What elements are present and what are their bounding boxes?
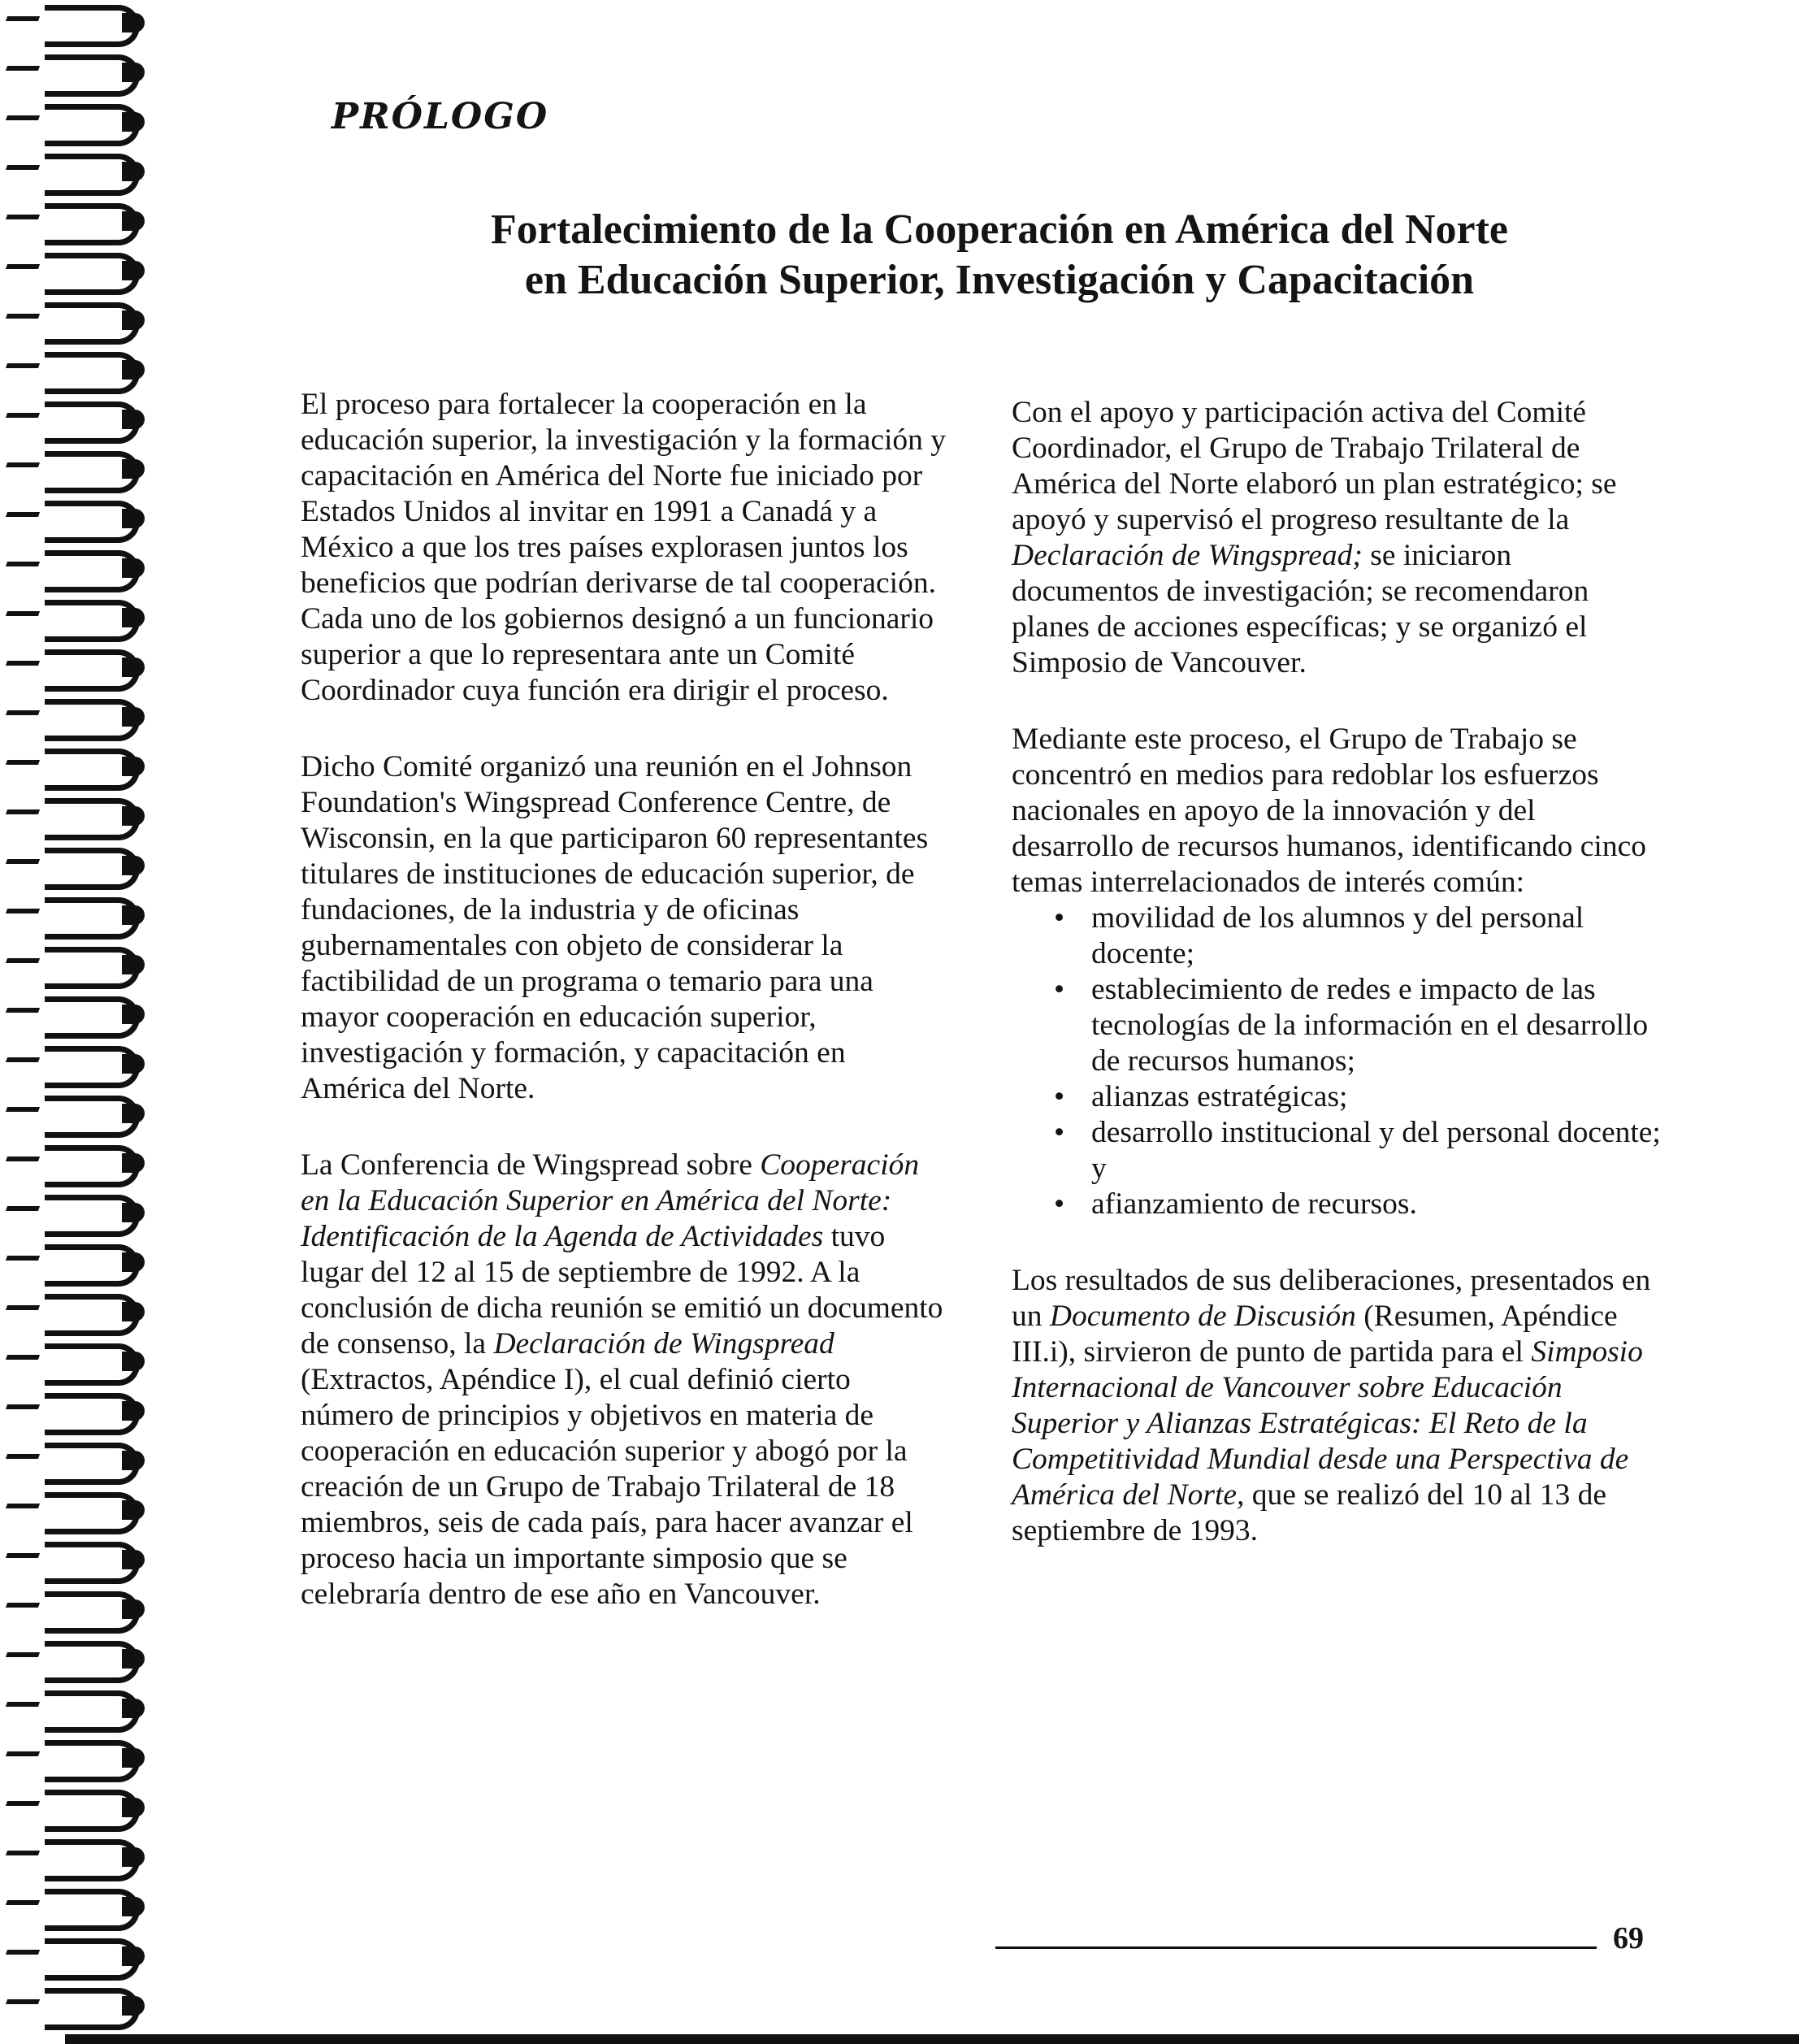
binding-tick <box>6 66 40 71</box>
binding-hole <box>122 1500 145 1520</box>
binding-loop <box>0 694 167 741</box>
binding-hole <box>122 1104 145 1123</box>
right-paragraph-2: Mediante este proceso, el Grupo de Trabajo se concentró en medios para redoblar los esfuerzos nacionales en apoyo de la innovación y del desarrollo de recursos humanos, identificando cinco temas interrelacionados de interés común: <box>1012 723 1646 899</box>
binding-tick <box>6 909 40 914</box>
list-item: • afianzamiento de recursos. <box>1054 1187 1662 1222</box>
binding-tick <box>6 1107 40 1112</box>
binding-tick <box>6 661 40 666</box>
binding-loop <box>0 1785 167 1832</box>
binding-tick <box>6 1057 40 1062</box>
binding-tick <box>6 562 40 566</box>
binding-hole <box>122 856 145 875</box>
binding-hole <box>122 1153 145 1173</box>
binding-loop <box>0 248 167 295</box>
binding-hole <box>122 608 145 627</box>
binding-tick <box>6 958 40 963</box>
spiral-binding <box>0 0 171 2044</box>
binding-loop <box>0 1289 167 1336</box>
binding-tick <box>6 1751 40 1756</box>
binding-hole <box>122 360 145 380</box>
binding-tick <box>6 512 40 517</box>
binding-loop <box>0 1735 167 1782</box>
text-run: La Conferencia de Wingspread sobre <box>301 1148 761 1182</box>
binding-hole <box>122 211 145 231</box>
subtitle-line-2: en Educación Superior, Investigación y Capacitación <box>524 257 1475 303</box>
binding-loop <box>0 744 167 791</box>
binding-tick <box>6 314 40 319</box>
topics-list <box>1012 900 1662 1222</box>
binding-tick <box>6 1603 40 1608</box>
italic-title: Simposio Internacional de Vancouver sobre Educación Superior y Alianzas Estratégicas: El Reto de la Competitividad Mundial desde una Perspectiva de América del Norte, <box>1012 1335 1643 1512</box>
binding-tick <box>6 710 40 715</box>
binding-loop <box>0 1190 167 1237</box>
page-bottom-edge <box>65 2034 1799 2044</box>
binding-loop <box>0 843 167 890</box>
binding-tick <box>6 16 40 21</box>
binding-tick <box>6 809 40 814</box>
binding-loop <box>0 1933 167 1981</box>
binding-loop <box>0 1686 167 1733</box>
binding-hole <box>122 162 145 181</box>
binding-loop <box>0 1041 167 1088</box>
binding-hole <box>122 1451 145 1470</box>
binding-loop <box>0 99 167 146</box>
binding-tick <box>6 1305 40 1310</box>
binding-loop <box>0 942 167 989</box>
binding-tick <box>6 1206 40 1211</box>
binding-tick <box>6 859 40 864</box>
binding-loop <box>0 1834 167 1881</box>
binding-hole <box>122 1005 145 1024</box>
binding-tick <box>6 611 40 616</box>
binding-hole <box>122 410 145 429</box>
binding-hole <box>122 1699 145 1718</box>
binding-loop <box>0 1636 167 1683</box>
binding-tick <box>6 115 40 120</box>
text-run: (Extractos, Apéndice I), el cual definió cierto número de principios y objetivos en materia de cooperación en educación superior y abogó por la creación de un Grupo de Trabajo Trilateral de 18 miembros, seis de cada país, para hacer avanzar el proceso hacia un importante simposio que se celebraría dentro de ese año en Vancouver. <box>301 1363 913 1611</box>
binding-hole <box>122 63 145 82</box>
binding-loop <box>0 50 167 97</box>
right-paragraph-1 <box>1012 395 1662 681</box>
binding-loop <box>0 1438 167 1485</box>
list-item: • alianzas estratégicas; <box>1054 1079 1662 1115</box>
binding-hole <box>122 1748 145 1768</box>
binding-loop <box>0 347 167 394</box>
left-paragraph-1: El proceso para fortalecer la cooperación en la educación superior, la investigación y la formación y capacitación en América del Norte fue iniciado por Estados Unidos al invitar en 1991 a Canadá y a México a que los tres países explorasen juntos los beneficios que podrían derivarse de tal cooperación. Cada uno de los gobiernos designó a un funcionario superior a que lo representara ante un Comité Coordinador cuya función era dirigir el proceso. <box>301 388 947 707</box>
binding-hole <box>122 1599 145 1619</box>
binding-loop <box>0 1586 167 1634</box>
text-run: se iniciaron documentos de investigación; se recomendaron planes de acciones específicas; y se organizó el Simposio de Vancouver. <box>1012 539 1589 679</box>
binding-loop <box>0 793 167 840</box>
binding-hole <box>122 707 145 727</box>
binding-tick <box>6 1801 40 1806</box>
binding-tick <box>6 165 40 170</box>
binding-tick <box>6 1256 40 1261</box>
binding-hole <box>122 1649 145 1669</box>
binding-tick <box>6 1157 40 1161</box>
binding-tick <box>6 1851 40 1855</box>
binding-loop <box>0 297 167 345</box>
binding-hole <box>122 112 145 132</box>
binding-loop <box>0 1239 167 1287</box>
list-item: • desarrollo institucional y del personal docente; y <box>1054 1115 1662 1187</box>
binding-hole <box>122 1203 145 1222</box>
binding-loop <box>0 992 167 1039</box>
binding-hole <box>122 261 145 280</box>
binding-tick <box>6 1553 40 1558</box>
binding-loop <box>0 0 167 47</box>
binding-tick <box>6 1355 40 1360</box>
binding-tick <box>6 413 40 418</box>
binding-hole <box>122 1996 145 2016</box>
binding-hole <box>122 657 145 677</box>
section-heading: PRÓLOGO <box>332 96 549 137</box>
binding-hole <box>122 1302 145 1321</box>
binding-tick <box>6 1900 40 1905</box>
binding-tick <box>6 1999 40 2004</box>
binding-loop <box>0 1983 167 2030</box>
list-item: • establecimiento de redes e impacto de las tecnologías de la información en el desarrollo de recursos humanos; <box>1054 972 1662 1079</box>
binding-hole <box>122 1401 145 1421</box>
right-column <box>1012 395 1662 1590</box>
text-run: que se realizó del 10 al 13 de septiembre de 1993. <box>1012 1478 1607 1547</box>
page-number: 69 <box>1613 1921 1644 1955</box>
binding-loop <box>0 1537 167 1584</box>
binding-hole <box>122 806 145 826</box>
binding-tick <box>6 1454 40 1459</box>
binding-hole <box>122 13 145 33</box>
binding-loop <box>0 1140 167 1187</box>
list-item: • movilidad de los alumnos y del personal docente; <box>1054 900 1662 972</box>
binding-hole <box>122 955 145 974</box>
binding-hole <box>122 1054 145 1074</box>
footer-rule <box>995 1946 1597 1949</box>
italic-title: Declaración de Wingspread <box>493 1327 834 1360</box>
binding-loop <box>0 1388 167 1435</box>
binding-hole <box>122 1252 145 1272</box>
binding-loop <box>0 397 167 444</box>
binding-tick <box>6 215 40 219</box>
binding-tick <box>6 462 40 467</box>
binding-tick <box>6 1404 40 1409</box>
binding-loop <box>0 644 167 692</box>
binding-hole <box>122 1946 145 1966</box>
binding-loop <box>0 892 167 940</box>
binding-tick <box>6 1008 40 1013</box>
binding-hole <box>122 1897 145 1916</box>
binding-tick <box>6 264 40 269</box>
text-run: tuvo lugar del 12 al 15 de septiembre de 1992. A la conclusión de dicha reunión se emitió un documento de consenso, la <box>301 1220 943 1360</box>
binding-hole <box>122 1798 145 1817</box>
binding-tick <box>6 1702 40 1707</box>
binding-hole <box>122 509 145 528</box>
binding-loop <box>0 198 167 245</box>
binding-hole <box>122 905 145 925</box>
binding-hole <box>122 1847 145 1867</box>
binding-loop <box>0 1884 167 1931</box>
subtitle-line-1: Fortalecimiento de la Cooperación en América del Norte <box>491 206 1508 253</box>
text-run: Los resultados de sus deliberaciones, presentados en un <box>1012 1264 1651 1333</box>
binding-tick <box>6 1504 40 1508</box>
italic-title: Cooperación en la Educación Superior en América del Norte: Identificación de la Agenda de Actividades <box>301 1148 920 1253</box>
document-subtitle <box>423 205 1576 306</box>
binding-tick <box>6 363 40 368</box>
binding-loop <box>0 149 167 196</box>
binding-hole <box>122 459 145 479</box>
binding-tick <box>6 1950 40 1955</box>
left-paragraph-2: Dicho Comité organizó una reunión en el Johnson Foundation's Wingspread Conference Centre, de Wisconsin, en la que participaron 60 representantes titulares de instituciones de educación superior, de fundaciones, de la industria y de oficinas gubernamentales con objeto de considerar la factibilidad de un programa o temario para una mayor cooperación en educación superior, investigación y formación, y capacitación en América del Norte. <box>301 750 929 1105</box>
left-column <box>301 387 951 1653</box>
binding-hole <box>122 1550 145 1569</box>
binding-hole <box>122 757 145 776</box>
binding-loop <box>0 1339 167 1386</box>
text-run: (Resumen, Apéndice III.i), sirvieron de punto de partida para el <box>1012 1300 1618 1369</box>
binding-loop <box>0 1487 167 1534</box>
binding-loop <box>0 496 167 543</box>
binding-loop <box>0 595 167 642</box>
binding-hole <box>122 310 145 330</box>
text-run: Con el apoyo y participación activa del Comité Coordinador, el Grupo de Trabajo Trilateral de América del Norte elaboró un plan estratégico; se apoyó y supervisó el progreso resultante de la <box>1012 396 1617 536</box>
binding-tick <box>6 1652 40 1657</box>
binding-hole <box>122 1352 145 1371</box>
binding-loop <box>0 545 167 592</box>
left-paragraph-3 <box>301 1148 951 1612</box>
binding-loop <box>0 446 167 493</box>
right-paragraph-3 <box>1012 1263 1662 1549</box>
binding-tick <box>6 760 40 765</box>
italic-title: Declaración de Wingspread; <box>1012 539 1363 572</box>
italic-title: Documento de Discusión <box>1049 1300 1356 1333</box>
binding-hole <box>122 558 145 578</box>
binding-loop <box>0 1091 167 1138</box>
